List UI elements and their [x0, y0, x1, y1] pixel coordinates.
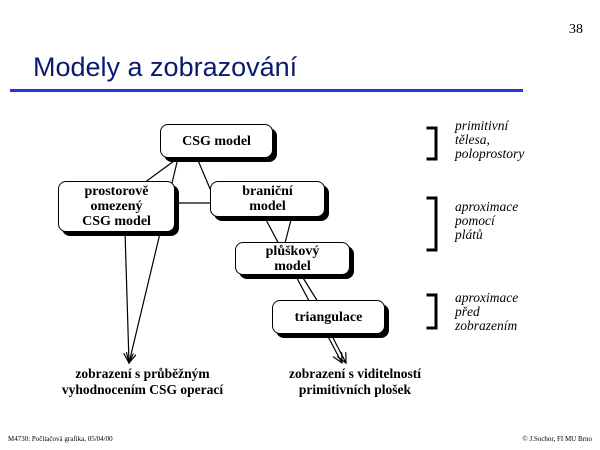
node-patch-model: [235, 242, 350, 275]
output-csg-rendering: zobrazení s průběžným vyhodnocením CSG operací: [61, 366, 224, 397]
node-triangulation: [272, 300, 385, 334]
page-number: 38: [569, 22, 583, 37]
footer-copyright: © J.Sochor, FI MU Brno: [522, 435, 592, 443]
bracket-2: [428, 198, 436, 250]
node-bounded-csg-model-label: prostorově omezený CSG model: [82, 184, 151, 229]
node-csg-model-label: CSG model: [182, 133, 251, 149]
note-pre-render-approximation: aproximace před zobrazením: [455, 290, 519, 333]
edge-patch-to-triangulation: [300, 273, 318, 302]
footer-course: M4730: Počítačová grafika, 05/04/00: [8, 435, 113, 443]
output-visibility-rendering: zobrazení s viditelností primitivních plošek: [289, 366, 421, 397]
arrow-bounded-to-csg-rendering: [125, 231, 129, 363]
bracket-3: [428, 295, 436, 328]
slide-title: Modely a zobrazování: [33, 52, 298, 82]
node-csg-model: [160, 124, 273, 158]
edge-csg-to-boundary: [197, 158, 211, 191]
node-boundary-model-label: braniční model: [242, 184, 293, 214]
arrow-boundary-to-visibility: [264, 216, 342, 363]
bracket-1: [428, 128, 436, 159]
note-patch-approximation: aproximace pomocí plátů: [455, 199, 519, 242]
node-patch-model-label: plůškový model: [265, 243, 320, 274]
note-primitive-solids: primitivní tělesa, poloprostory: [455, 118, 525, 161]
arrow-triangulation-to-visibility: [331, 334, 346, 363]
node-bounded-csg-model: [58, 181, 175, 232]
node-triangulation-label: triangulace: [294, 309, 363, 325]
node-boundary-model: [210, 181, 325, 217]
edge-boundary-to-patch: [285, 216, 292, 243]
